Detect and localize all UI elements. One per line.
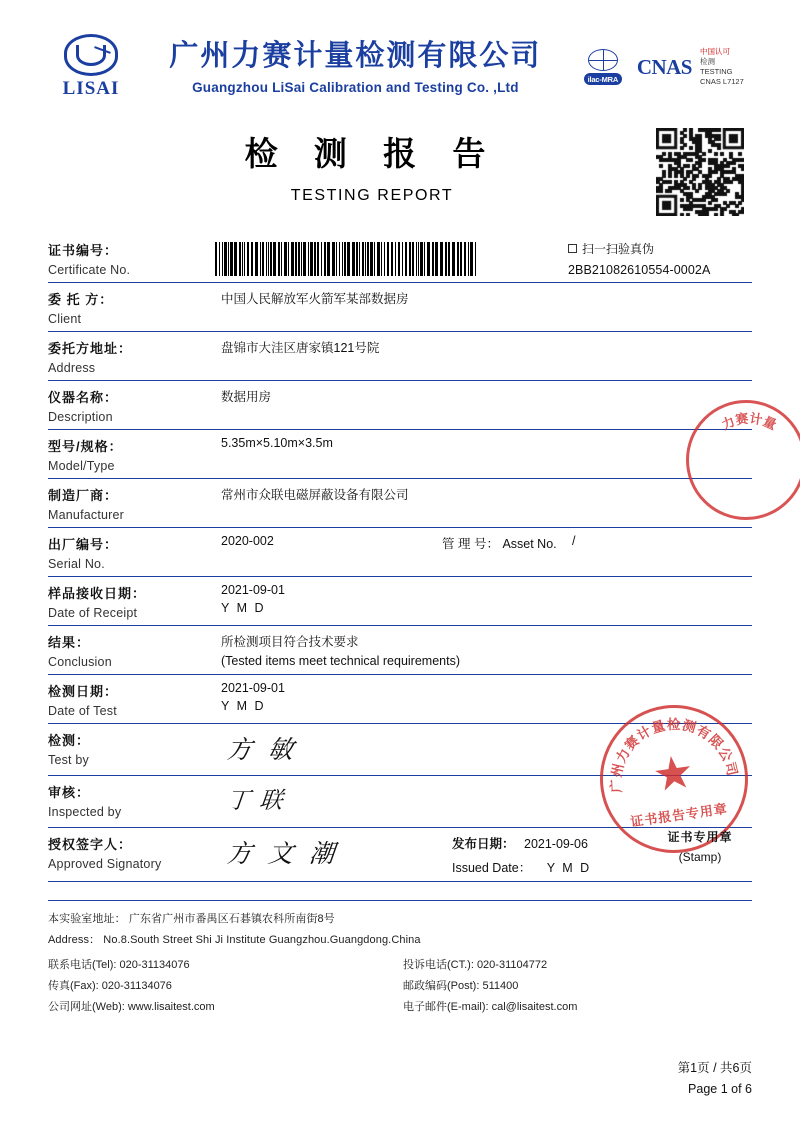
value-certificate (203, 234, 752, 283)
label-conclusion-cn: 结果： (48, 635, 91, 650)
accreditation-marks (577, 44, 752, 90)
table-row-certificate (48, 234, 752, 283)
label-address-en: Address (48, 361, 96, 375)
label-asset-cn: 管 理 号： (442, 537, 499, 551)
footer-post: 邮政编码(Post): 511400 (403, 979, 519, 992)
stamp-ring-label: 广州力赛计量检测有限公司 (608, 717, 741, 793)
label-inspected-by-cn: 审核： (48, 785, 91, 800)
value-client: 中国人民解放军火箭军某部数据房 (203, 283, 752, 332)
signature-test-by: 方 敏 (225, 737, 300, 764)
value-conclusion (203, 626, 752, 675)
edge-stamp (686, 400, 800, 520)
page-number-en: Page 1 of 6 (688, 1082, 752, 1097)
page-number (678, 1058, 752, 1101)
company-name-en: Guangzhou LiSai Calibration and Testing Co. ,Ltd (192, 79, 519, 95)
company-title (134, 39, 577, 95)
company-logo (48, 34, 134, 100)
test-date: 2021-09-01 (221, 681, 285, 695)
report-title-en: TESTING REPORT (290, 187, 454, 204)
label-approved-en: Approved Signatory (48, 857, 162, 871)
label-asset (442, 534, 560, 552)
label-description-cn: 仪器名称： (48, 390, 119, 405)
cnas-line3: TESTING (700, 67, 733, 76)
footer-email: 电子邮件(E-mail): cal@lisaitest.com (403, 1000, 578, 1013)
value-description: 数据用房 (203, 381, 752, 430)
signature-approved: 方 文 潮 (225, 841, 341, 868)
stamp-star-icon: ★ (649, 744, 698, 802)
ilac-label: ilac-MRA (584, 73, 623, 85)
label-serial-en: Serial No. (48, 557, 105, 571)
verify-block (562, 240, 752, 277)
label-test-date-en: Date of Test (48, 704, 117, 718)
table-row-conclusion (48, 626, 752, 675)
table-row-client (48, 283, 752, 332)
label-receipt (48, 577, 203, 626)
value-serial: 2020-002 (221, 534, 274, 548)
label-client-cn: 委 托 方： (48, 292, 114, 307)
label-test-by-cn: 检测： (48, 733, 91, 748)
table-row-description (48, 381, 752, 430)
label-model (48, 430, 203, 479)
footer-tel: 联系电话(Tel): 020-31134076 (48, 958, 190, 971)
cnas-line2: 检测 (700, 56, 715, 66)
value-serial-and-asset (203, 528, 752, 577)
verify-label: 扫一扫验真伪 (582, 242, 655, 256)
table-row-receipt (48, 577, 752, 626)
table-row-address (48, 332, 752, 381)
receipt-ymd: Y M D (221, 601, 266, 615)
value-manufacturer: 常州市众联电磁屏蔽设备有限公司 (203, 479, 752, 528)
value-model: 5.35m×5.10m×3.5m (203, 430, 752, 479)
cnas-line4: CNAS L7127 (700, 77, 744, 87)
ilac-mra-icon (577, 44, 629, 90)
report-title-row (48, 128, 752, 224)
label-receipt-cn: 样品接收日期： (48, 586, 147, 601)
label-test-date (48, 675, 203, 724)
label-client (48, 283, 203, 332)
footer-lab-address-cn: 本实验室地址： 广东省广州市番禺区石碁镇农科所南街8号 (48, 913, 335, 925)
checkbox-icon[interactable] (568, 244, 577, 253)
stamp-sub-label: 证书报告专用章 (629, 800, 729, 830)
qr-code[interactable] (656, 128, 744, 216)
label-conclusion-en: Conclusion (48, 655, 112, 669)
label-issued-en: Issued Date： (452, 861, 532, 875)
report-title (48, 128, 656, 205)
issued-date: 2021-09-06 (524, 837, 588, 851)
page-number-cn: 第1页 / 共6页 (677, 1061, 752, 1075)
value-receipt (203, 577, 752, 626)
footer-complaint: 投诉电话(CT.): 020-31104772 (403, 958, 548, 971)
issued-ymd: Y M D (546, 861, 592, 875)
label-issued-cn: 发布日期： (452, 837, 515, 851)
label-certificate-cn: 证书编号： (48, 243, 119, 258)
label-manufacturer-en: Manufacturer (48, 508, 125, 522)
label-model-en: Model/Type (48, 459, 115, 473)
logo-text: LISAI (62, 78, 120, 99)
label-certificate (48, 234, 203, 283)
cnas-line1: 中国认可 (700, 46, 730, 56)
label-inspected-by-en: Inspected by (48, 805, 122, 819)
company-name-cn: 广州力赛计量检测有限公司 (169, 40, 542, 73)
label-description (48, 381, 203, 430)
document-footer (48, 900, 752, 1017)
logo-mark-icon (64, 34, 118, 76)
label-conclusion (48, 626, 203, 675)
conclusion-en: (Tested items meet technical requirements) (221, 654, 460, 668)
footer-fax: 传真(Fax): 020-31134076 (48, 979, 172, 992)
footer-web: 公司网址(Web): www.lisaitest.com (48, 1000, 215, 1013)
cnas-logo: CNAS (636, 54, 692, 79)
table-row-serial (48, 528, 752, 577)
svg-text:力赛计量 (719, 411, 779, 433)
label-receipt-en: Date of Receipt (48, 606, 138, 620)
label-model-cn: 型号/规格： (48, 439, 123, 454)
label-test-by (48, 724, 203, 776)
label-description-en: Description (48, 410, 113, 424)
footer-lab-address-en: Address： No.8.South Street Shi Ji Institute Guangzhou.Guangdong.China (48, 933, 421, 946)
table-row-manufacturer (48, 479, 752, 528)
edge-stamp-label: 力赛计量 (719, 410, 779, 433)
test-date-ymd: Y M D (221, 699, 266, 713)
certificate-number: 2BB21082610554-0002A (568, 263, 711, 277)
table-row-model (48, 430, 752, 479)
label-test-date-cn: 检测日期： (48, 684, 119, 699)
conclusion-cn: 所检测项目符合技术要求 (221, 635, 359, 649)
label-inspected-by (48, 776, 203, 828)
label-client-en: Client (48, 312, 82, 326)
report-title-cn: 检 测 报 告 (244, 137, 500, 173)
label-approved (48, 828, 203, 882)
label-address (48, 332, 203, 381)
receipt-date: 2021-09-01 (221, 583, 285, 597)
document-header (48, 28, 752, 106)
label-address-cn: 委托方地址： (48, 341, 133, 356)
signature-inspected-by: 丁 联 (225, 788, 286, 813)
edge-stamp-text (689, 403, 800, 520)
value-asset: / (572, 534, 576, 548)
label-test-by-en: Test by (48, 753, 89, 767)
label-manufacturer (48, 479, 203, 528)
label-manufacturer-cn: 制造厂商： (48, 488, 119, 503)
stamp-caption (640, 828, 760, 864)
cnas-accreditation-text (700, 47, 752, 88)
label-asset-en: Asset No. (502, 537, 557, 551)
stamp-caption-cn: 证书专用章 (667, 830, 733, 844)
barcode (215, 242, 477, 276)
value-address: 盘锦市大洼区唐家镇121号院 (203, 332, 752, 381)
label-certificate-en: Certificate No. (48, 263, 131, 277)
label-serial (48, 528, 203, 577)
stamp-caption-en: (Stamp) (678, 850, 722, 864)
label-serial-cn: 出厂编号： (48, 537, 119, 552)
label-approved-cn: 授权签字人： (48, 837, 133, 852)
